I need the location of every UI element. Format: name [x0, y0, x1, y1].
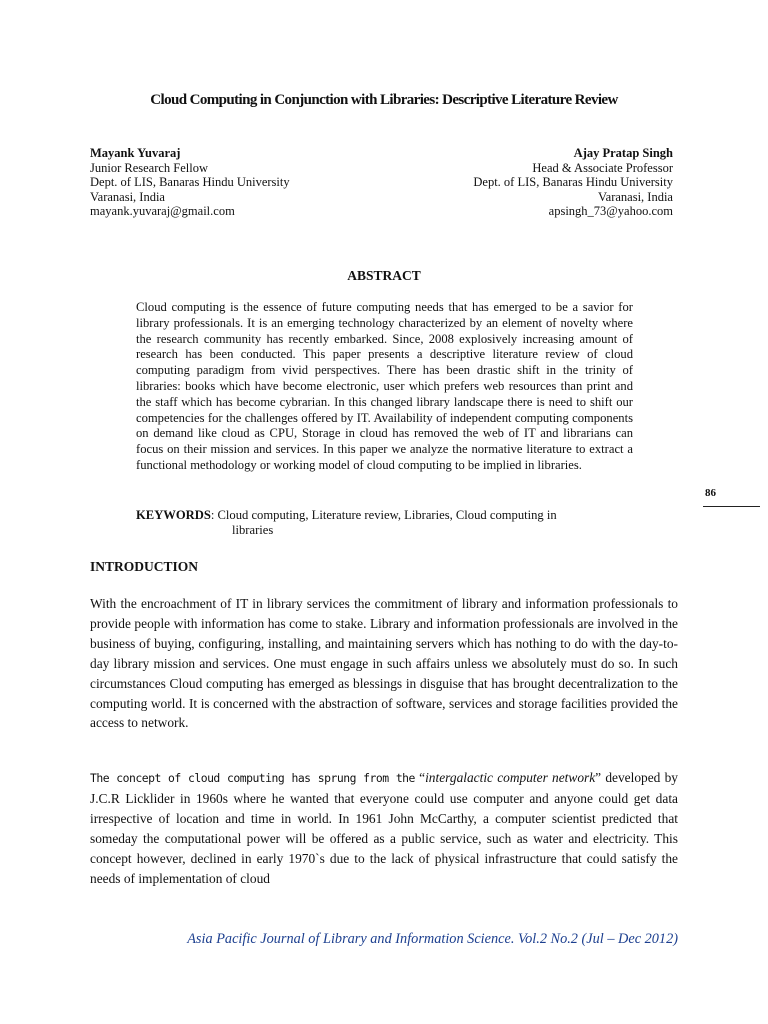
- author-location: Varanasi, India: [598, 189, 673, 204]
- author-dept: Dept. of LIS, Banaras Hindu University: [90, 175, 290, 190]
- author-email[interactable]: mayank.yuvaraj@gmail.com: [90, 204, 235, 219]
- paragraph-rest: developed by J.C.R Licklider in 1960s where he wanted that everyone could use computer and anyone could get data irrespective of location and time in world. In 1961 John McCarthy, a computer scientist predicted that someday the computational power will be offered as a public service, such as water and electricity. This concept however, declined in early 1970`s due to the lack of physical infrastructure that could satisfy the needs of implementation of cloud: [90, 770, 678, 886]
- keywords: [136, 508, 633, 539]
- keywords-text: : Cloud computing, Literature review, Libraries, Cloud computing in: [210, 508, 557, 522]
- author-role: Head & Associate Professor: [532, 160, 673, 175]
- journal-footer: Asia Pacific Journal of Library and Information Science. Vol.2 No.2 (Jul – Dec 2012): [187, 931, 678, 947]
- quote-open: “: [414, 770, 426, 785]
- quote-close: ”: [595, 770, 602, 785]
- author-block-left: [90, 146, 290, 219]
- intro-paragraph-1: With the encroachment of IT in library services the commitment of library and information professionals to provide people with information has come to stake. Library and information professionals are involved in the business of buying, configuring, installing, and maintaining servers which has nothing to do with the day-to-day library mission and services. One must engage in such affairs unless we absolutely must do so. In such circumstances Cloud computing has emerged as blessings in disguise that has brought decentralization to the computing world. It is concerned with the abstraction of software, services and storage facilities provided the access to network.: [90, 596, 678, 731]
- author-role: Junior Research Fellow: [90, 160, 209, 175]
- keywords-label: KEYWORDS: [136, 508, 211, 522]
- author-email[interactable]: apsingh_73@yahoo.com: [548, 204, 673, 219]
- italic-term: intergalactic computer network: [425, 770, 596, 785]
- page-number-rule: [703, 506, 760, 507]
- author-name: Ajay Pratap Singh: [573, 146, 673, 160]
- paper-title: Cloud Computing in Conjunction with Libraries: Descriptive Literature Review: [150, 92, 618, 108]
- keywords-continuation: libraries: [232, 523, 274, 538]
- author-dept: Dept. of LIS, Banaras Hindu University: [473, 175, 673, 190]
- keywords-line: [136, 508, 633, 523]
- intro-paragraph-2: [90, 768, 678, 888]
- abstract-body: Cloud computing is the essence of future computing needs that has emerged to be a savior for library professionals. It is an emerging technology characterized by an element of novelty where the research community has recently embarked. Since, 2008 explosively increasing amount of research has been conducted. This paper presents a descriptive literature review of cloud computing paradigm from vivid perspectives. There has been drastic shift in the trinity of libraries: books which have become electronic, user which prefers web resources than print and the staff which has become cybrarian. In this changed library landscape there is need to shift our competencies for the challenges offered by IT. Availability of independent computing components on demand like cloud as CPU, Storage in cloud has removed the web of IT and librarians can focus on their mission and services. In this paper we analyze the normative literature to extract a functional methodology or working model of cloud computing to be implied in libraries.: [136, 300, 633, 472]
- section-heading-introduction: INTRODUCTION: [90, 559, 199, 574]
- page-number: 86: [705, 487, 716, 499]
- author-location: Varanasi, India: [90, 189, 165, 204]
- paragraph-lead: The concept of cloud computing has sprung from the: [90, 771, 415, 785]
- author-name: Mayank Yuvaraj: [90, 146, 181, 160]
- abstract-heading: ABSTRACT: [347, 268, 421, 283]
- author-block-right: [473, 146, 673, 219]
